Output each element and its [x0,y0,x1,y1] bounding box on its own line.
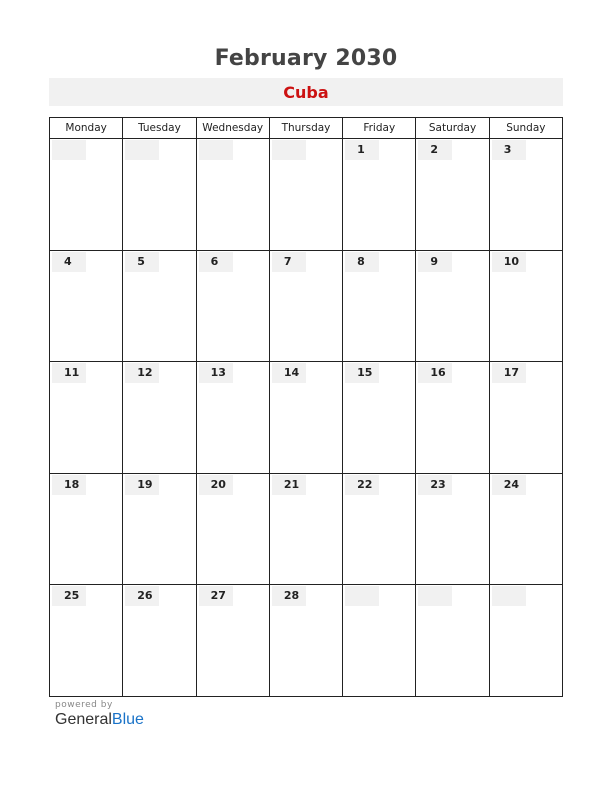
day-cell [123,585,196,697]
week-row-5 [50,585,563,697]
day-number: 11 [52,363,86,383]
day-number: 18 [52,475,86,495]
day-number: 9 [418,252,452,272]
day-number [418,586,452,606]
day-number: 17 [492,363,526,383]
day-cell [489,250,562,362]
day-number [52,140,86,160]
day-cell [123,473,196,585]
day-cell [489,139,562,251]
day-number: 21 [272,475,306,495]
weekday-sunday: Sunday [489,118,562,139]
day-cell [416,250,489,362]
day-number: 6 [199,252,233,272]
day-cell [416,585,489,697]
day-number: 4 [52,252,86,272]
weekday-header-row [50,118,563,139]
day-cell [123,362,196,474]
day-number: 2 [418,140,452,160]
day-cell [416,139,489,251]
day-cell [269,139,342,251]
day-cell [343,585,416,697]
day-number: 25 [52,586,86,606]
week-row-1 [50,139,563,251]
day-cell [269,250,342,362]
day-number: 23 [418,475,452,495]
day-cell [343,473,416,585]
day-cell [416,473,489,585]
day-cell [123,139,196,251]
day-number: 10 [492,252,526,272]
day-cell [123,250,196,362]
day-number: 13 [199,363,233,383]
day-cell [343,139,416,251]
week-row-4 [50,473,563,585]
day-number: 12 [125,363,159,383]
day-cell [269,585,342,697]
brand-blue-text: Blue [111,711,144,728]
day-number [345,586,379,606]
day-number [199,140,233,160]
day-cell [269,473,342,585]
day-cell [196,139,269,251]
day-number: 8 [345,252,379,272]
day-number: 20 [199,475,233,495]
day-cell [269,362,342,474]
day-number: 7 [272,252,306,272]
footer-branding [55,700,144,729]
brand-general-text: General [55,711,112,728]
day-cell [489,473,562,585]
weekday-monday: Monday [50,118,123,139]
week-row-2 [50,250,563,362]
weekday-thursday: Thursday [269,118,342,139]
day-number: 19 [125,475,159,495]
day-number: 3 [492,140,526,160]
weekday-tuesday: Tuesday [123,118,196,139]
day-number: 27 [199,586,233,606]
page-title: February 2030 [214,46,398,71]
weekday-friday: Friday [343,118,416,139]
day-cell [50,473,123,585]
country-name: Cuba [283,83,329,102]
day-number [492,586,526,606]
day-number: 28 [272,586,306,606]
brand-logo[interactable] [55,711,144,729]
weekday-saturday: Saturday [416,118,489,139]
day-cell [489,362,562,474]
day-cell [50,585,123,697]
country-banner [49,78,563,106]
weekday-wednesday: Wednesday [196,118,269,139]
day-cell [196,362,269,474]
day-cell [50,139,123,251]
day-cell [343,362,416,474]
day-number: 1 [345,140,379,160]
day-number: 5 [125,252,159,272]
day-number: 22 [345,475,379,495]
day-number: 15 [345,363,379,383]
day-cell [343,250,416,362]
day-number: 14 [272,363,306,383]
powered-by-text: powered by [55,700,113,710]
day-cell [50,362,123,474]
day-cell [196,250,269,362]
day-number: 16 [418,363,452,383]
day-number: 24 [492,475,526,495]
calendar-grid [49,117,563,697]
day-cell [416,362,489,474]
day-cell [196,585,269,697]
day-cell [489,585,562,697]
day-number: 26 [125,586,159,606]
day-number [125,140,159,160]
week-row-3 [50,362,563,474]
day-number [272,140,306,160]
day-cell [50,250,123,362]
day-cell [196,473,269,585]
